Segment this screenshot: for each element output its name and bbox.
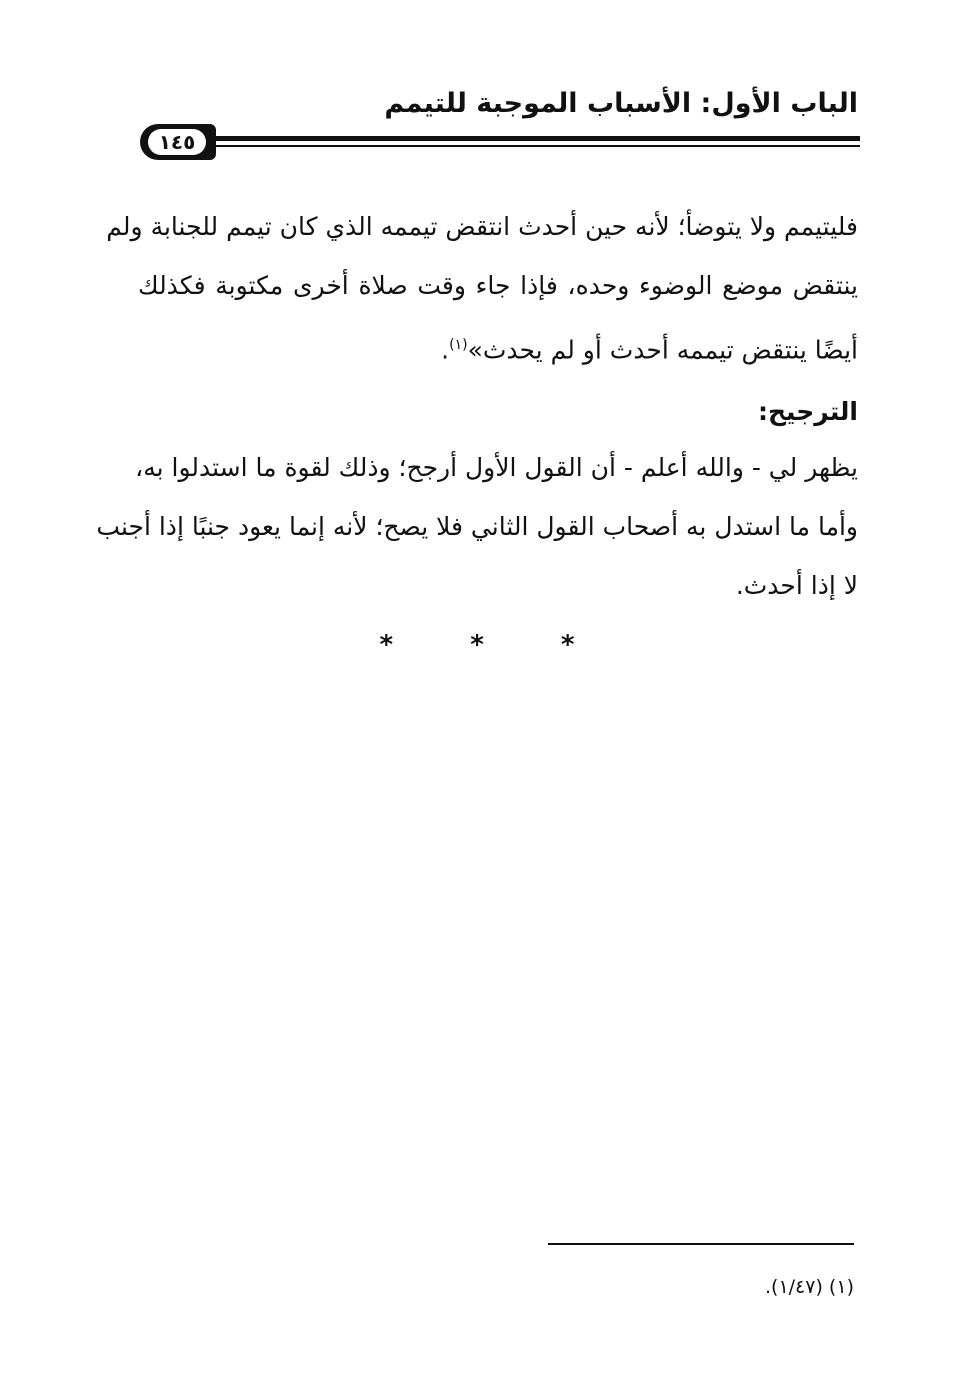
paragraph-2-line-1: يظهر لي - والله أعلم - أن القول الأول أرجح؛ وذلك لقوة ما استدلوا به،: [135, 453, 858, 482]
footnote-1: (١) (١/٤٧).: [765, 1276, 854, 1298]
footnote-reference: (١): [449, 337, 468, 353]
paragraph-1-line-3-end: .: [441, 335, 450, 365]
running-title: الباب الأول: الأسباب الموجبة للتيمم: [384, 88, 858, 119]
paragraph-2-line-3: لا إذا أحدث.: [735, 571, 858, 600]
section-separator: * * *: [379, 630, 609, 660]
paragraph-1-line-3-text: أيضًا ينتقض تيممه أحدث أو لم يحدث»: [467, 335, 858, 365]
header-rule-thick: [214, 136, 860, 141]
page-number-badge: [140, 124, 216, 160]
section-heading: الترجيح:: [758, 397, 858, 426]
paragraph-2-line-2: وأما ما استدل به أصحاب القول الثاني فلا يصح؛ لأنه إنما يعود جنبًا إذا أجنب: [96, 512, 858, 541]
header-rule-thin: [214, 145, 860, 147]
paragraph-1-line-1: فليتيمم ولا يتوضأ؛ لأنه حين أحدث انتقض تيممه الذي كان تيمم للجنابة ولم: [106, 212, 858, 241]
paragraph-1-line-2: ينتقض موضع الوضوء وحده، فإذا جاء وقت صلاة أخرى مكتوبة فكذلك: [138, 271, 858, 300]
page-number: ١٤٥: [148, 129, 206, 155]
paragraph-1-line-3: [138, 325, 858, 370]
footnote-rule: [548, 1243, 854, 1245]
